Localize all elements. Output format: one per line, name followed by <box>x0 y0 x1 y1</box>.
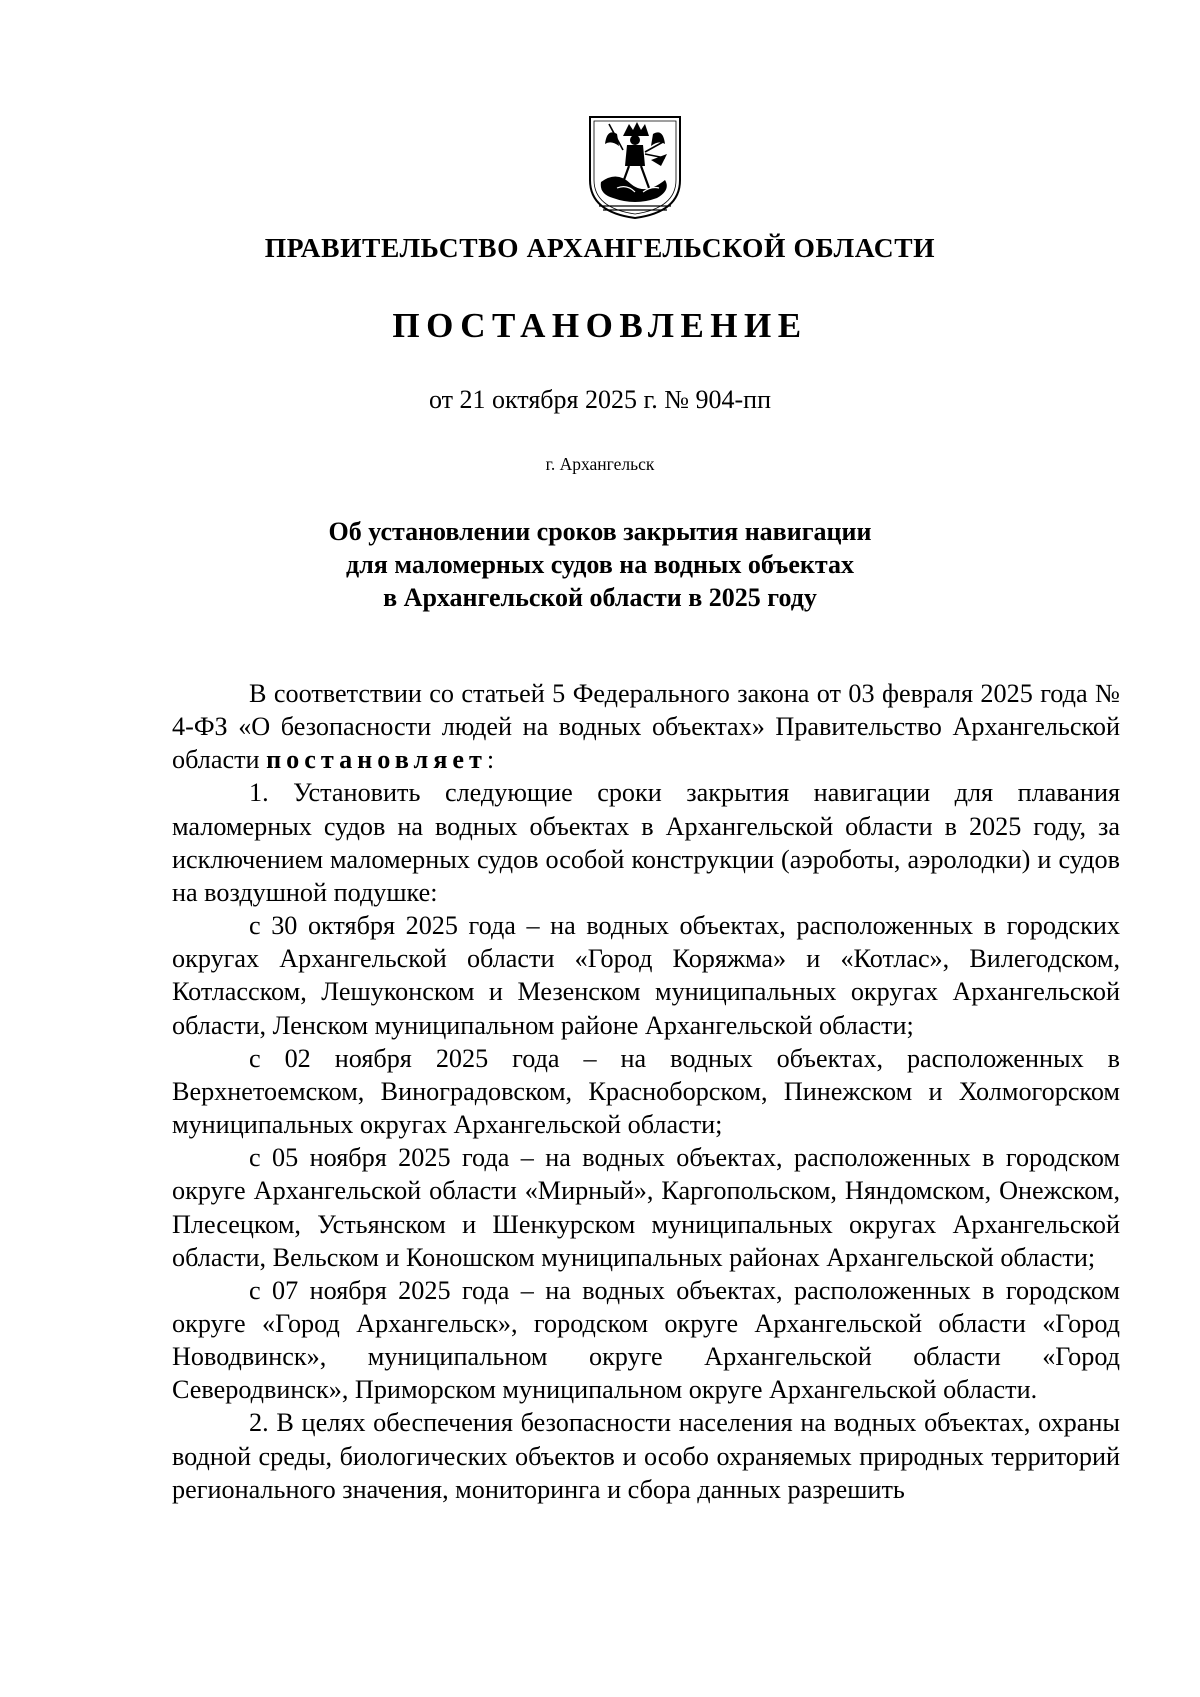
subject-line: для маломерных судов на водных объектах <box>346 550 854 579</box>
subject-line: в Архангельской области в 2025 году <box>383 583 817 612</box>
clause-2: 2. В целях обеспечения безопасности населения на водных объектах, охраны водной среды, биологических объектов и особо охраняемых природных территорий регионального значения, мониторинга и сбора данных разрешить <box>172 1408 1120 1504</box>
document-type-title: ПОСТАНОВЛЕНИЕ <box>392 306 808 345</box>
closure-date-item: с 30 октября 2025 года – на водных объектах, расположенных в городских округах Архангельской области «Город Коряжма» и «Котлас», Вилегодском, Котласском, Лешуконском и Мезенском муниципальных округах Архангельской области, Ленском муниципальном районе Архангельской области; <box>172 911 1120 1040</box>
closure-date-item: с 02 ноября 2025 года – на водных объектах, расположенных в Верхнетоемском, Виноградовском, Красноборском, Пинежском и Холмогорском муниципальных округах Архангельской области; <box>172 1043 1120 1140</box>
preamble-colon: : <box>486 745 495 775</box>
subject-line: Об установлении сроков закрытия навигации <box>328 517 872 546</box>
clause-1: 1. Установить следующие сроки закрытия навигации для плавания маломерных судов на водных объектах в Архангельской области в 2025 году, за исключением маломерных судов особой конструкции (аэроботы, аэролодки) и судов на воздушной подушке: <box>172 778 1120 907</box>
preamble-text: В соответствии со статьей 5 Федерального закона от 03 февраля 2025 года № 4-ФЗ «О безопасности людей на водных объектах» Правительство Архангельской области <box>172 679 1120 775</box>
preamble-paragraph <box>172 677 1120 776</box>
organization-title: ПРАВИТЕЛЬСТВО АРХАНГЕЛЬСКОЙ ОБЛАСТИ <box>264 232 936 263</box>
document-subject <box>0 515 1200 614</box>
document-date-number: от 21 октября 2025 г. № 904-пп <box>429 385 771 414</box>
decree-keyword: постановляет <box>266 745 487 775</box>
document-body <box>172 677 1120 1506</box>
closure-date-item: с 07 ноября 2025 года – на водных объектах, расположенных в городском округе «Город Архангельск», городском округе Архангельской области «Город Новодвинск», муниципальном округе Архангельской области «Город Северодвинск», Приморском муниципальном округе Архангельской области. <box>172 1275 1120 1405</box>
closure-date-item: с 05 ноября 2025 года – на водных объектах, расположенных в городском округе Архангельской области «Мирный», Каргопольском, Няндомском, Онежском, Плесецком, Устьянском и Шенкурском муниципальных округах Архангельской области, Вельском и Коношском муниципальных районах Архангельской области; <box>172 1143 1120 1272</box>
issue-city: г. Архангельск <box>545 454 655 474</box>
coat-of-arms-icon <box>587 114 683 220</box>
